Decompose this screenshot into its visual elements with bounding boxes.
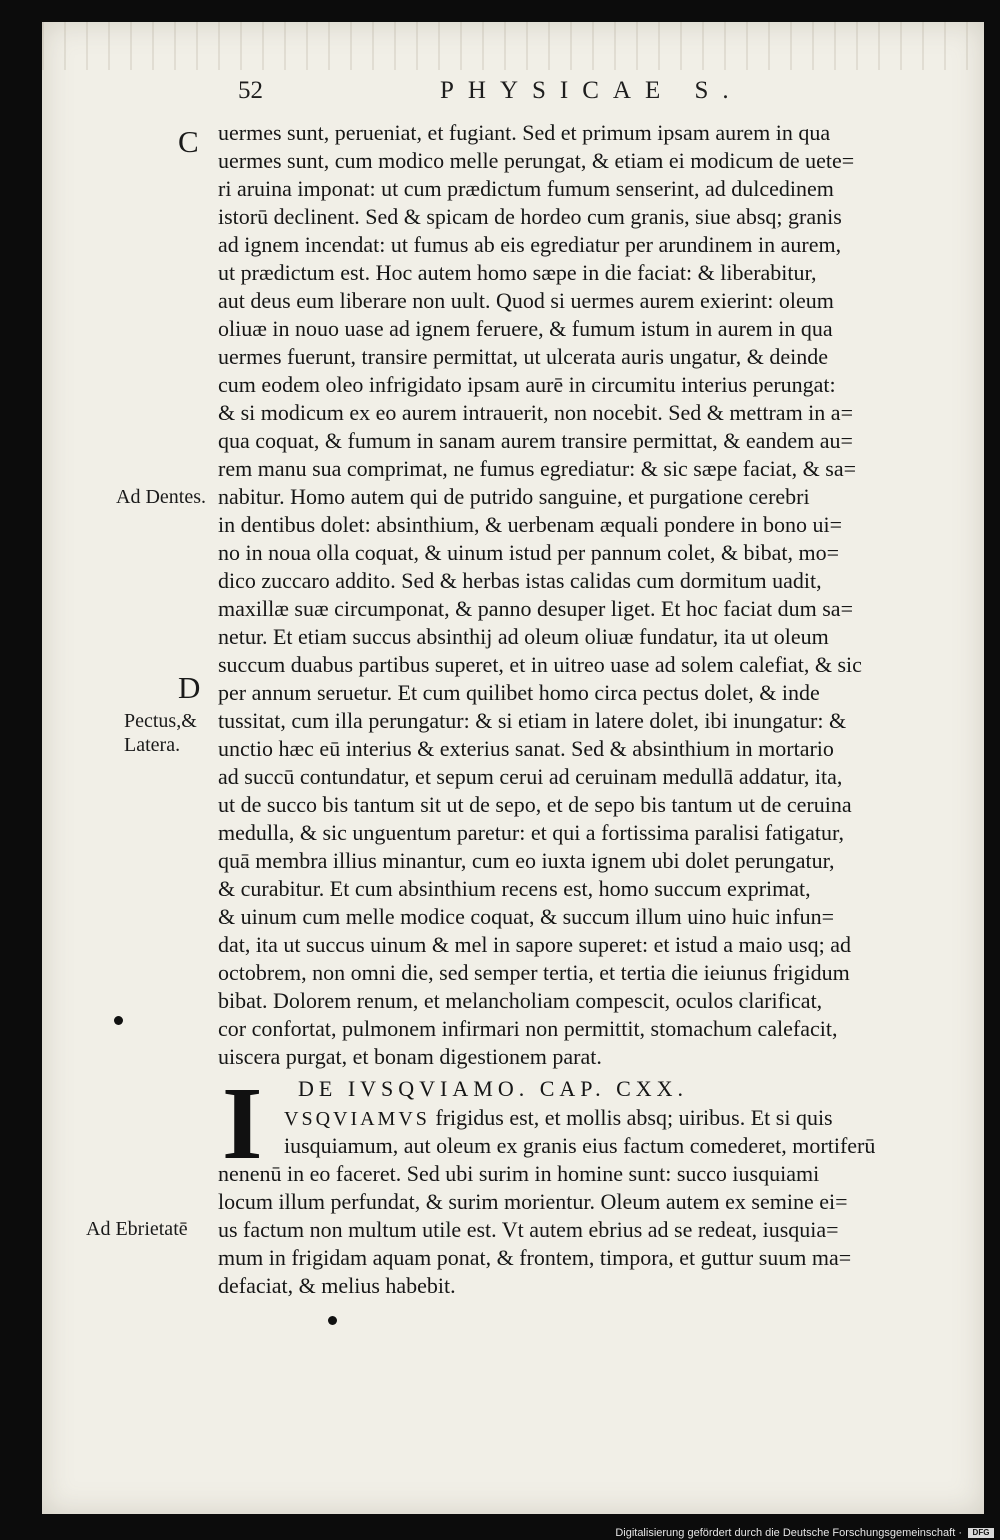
text-line: qua coquat, & fumum in sanam aurem transire permittat, & eandem au=: [218, 428, 853, 453]
text-line: mum in frigidam aquam ponat, & frontem, timpora, et guttur suum ma=: [218, 1245, 852, 1270]
body-text: [218, 119, 930, 1071]
text-line: uermes sunt, cum modico melle perungat, & etiam ei modicum de uete=: [218, 148, 855, 173]
text-line: defaciat, & melius habebit.: [218, 1273, 456, 1298]
text-line: maxillæ suæ circumponat, & panno desuper liget. Et hoc faciat dum sa=: [218, 596, 853, 621]
text-line: istorū declinent. Sed & spicam de hordeo cum granis, siue absq; granis: [218, 204, 842, 229]
text-line: uiscera purgat, et bonam digestionem parat.: [218, 1044, 602, 1069]
digitization-footer: [0, 1526, 1000, 1540]
margin-dot: [114, 1016, 123, 1025]
text-line: ut de succo bis tantum sit ut de sepo, et de sepo bis tantum ut de ceruina: [218, 792, 852, 817]
margin-note-ad-ebrietate: Ad Ebrietatē: [86, 1218, 188, 1240]
text-line: uermes fuerunt, transire permittat, ut ulcerata auris ungatur, & deinde: [218, 344, 829, 369]
text-line: ad ignem incendat: ut fumus ab eis egrediatur per arundinem in aurem,: [218, 232, 842, 257]
text-line: oliuæ in nouo uase ad ignem feruere, & fumum istum in aurem in qua: [218, 316, 833, 341]
text-line: locum illum perfundat, & surim morientur. Oleum autem ex semine ei=: [218, 1189, 848, 1214]
chapter-heading: DE IVSQVIAMO. CAP. CXX.: [298, 1076, 689, 1101]
text-line: us factum non multum utile est. Vt autem ebrius ad se redeat, iusquia=: [218, 1217, 839, 1242]
chapter-first-line: [218, 1104, 930, 1132]
footer-credit: Digitalisierung gefördert durch die Deutsche Forschungsgemeinschaft ·: [615, 1527, 962, 1539]
text-line: nenenū in eo faceret. Sed ubi surim in homine sunt: succo iusquiami: [218, 1161, 820, 1186]
text-line: dico zuccaro addito. Sed & herbas istas calidas cum dormitum uadit,: [218, 568, 822, 593]
text-line: aut deus eum liberare non uult. Quod si uermes aurem exierint: oleum: [218, 288, 834, 313]
running-header: [196, 74, 896, 108]
chapter-text: [218, 1104, 930, 1300]
text-line: nabitur. Homo autem qui de putrido sanguine, et purgatione cerebri: [218, 484, 810, 509]
chapter-first-word: VSQVIAMVS: [284, 1108, 430, 1130]
text-line: netur. Et etiam succus absinthij ad oleum oliuæ fundatur, ita ut oleum: [218, 624, 829, 649]
page-number: 52: [238, 77, 263, 104]
text-line: bibat. Dolorem renum, et melancholiam compescit, oculos clarificat,: [218, 988, 823, 1013]
drop-capital: I: [222, 1066, 263, 1181]
text-line: no in noua olla coquat, & uinum istud per pannum colet, & bibat, mo=: [218, 540, 839, 565]
text-line: & curabitur. Et cum absinthium recens est, homo succum exprimat,: [218, 876, 811, 901]
text-line: dat, ita ut succus uinum & mel in sapore superet: et istud a maio usq; ad: [218, 932, 851, 957]
text-line: unctio hæc eū interius & exterius sanat. Sed & absinthium in mortario: [218, 736, 834, 761]
text-line: & uinum cum melle modice coquat, & succum illum uino huic infun=: [218, 904, 835, 929]
text-line: quā membra illius minantur, cum eo iuxta ignem ubi dolet perungatur,: [218, 848, 835, 873]
text-line: ad succū contundatur, et sepum cerui ad ceruinam medullā addatur, ita,: [218, 764, 843, 789]
text-line: medulla, & sic unguentum paretur: et qui a fortissima paralisi fatigatur,: [218, 820, 844, 845]
text-line: in dentibus dolet: absinthium, & uerbenam æquali pondere in bono ui=: [218, 512, 843, 537]
text-line: & si modicum ex eo aurem intrauerit, non nocebit. Sed & mettram in a=: [218, 400, 853, 425]
text-line: ut prædictum est. Hoc autem homo sæpe in die faciat: & liberabitur,: [218, 260, 817, 285]
text-line: ri aruina imponat: ut cum prædictum fumum senserint, ad dulcedinem: [218, 176, 834, 201]
text-line: rem manu sua comprimat, ne fumus egrediatur: & sic sæpe faciat, & sa=: [218, 456, 856, 481]
text-line: uermes sunt, perueniat, et fugiant. Sed et primum ipsam aurem in qua: [218, 120, 831, 145]
text-line: per annum seruetur. Et cum quilibet homo circa pectus dolet, & inde: [218, 680, 820, 705]
chapter-first-line-rest: frigidus est, et mollis absq; uiribus. Et si quis: [429, 1105, 833, 1130]
page-dot: [328, 1316, 337, 1325]
text-line: tussitat, cum illa perungatur: & si etiam in latere dolet, ibi inungatur: &: [218, 708, 847, 733]
text-line: succum duabus partibus superet, et in uitreo uase ad solem calefiat, & sic: [218, 652, 862, 677]
text-line: octobrem, non omni die, sed semper tertia, et tertia die ieiunus frigidum: [218, 960, 850, 985]
running-title: PHYSICAE S.: [440, 77, 743, 104]
text-line: cor confortat, pulmonem infirmari non permittit, stomachum calefacit,: [218, 1016, 838, 1041]
text-line: cum eodem oleo infrigidato ipsam aurē in circumitu interius perungat:: [218, 372, 836, 397]
dfg-logo: DFG: [968, 1528, 994, 1538]
margin-note-latera: Latera.: [124, 734, 181, 756]
margin-note-pectus: Pectus,&: [124, 710, 197, 732]
margin-note-ad-dentes: Ad Dentes.: [116, 486, 206, 508]
text-line: iusquiamum, aut oleum ex granis eius factum comederet, mortiferū: [284, 1133, 876, 1158]
margin-letter-d: D: [178, 670, 201, 705]
margin-letter-c: C: [178, 124, 199, 159]
